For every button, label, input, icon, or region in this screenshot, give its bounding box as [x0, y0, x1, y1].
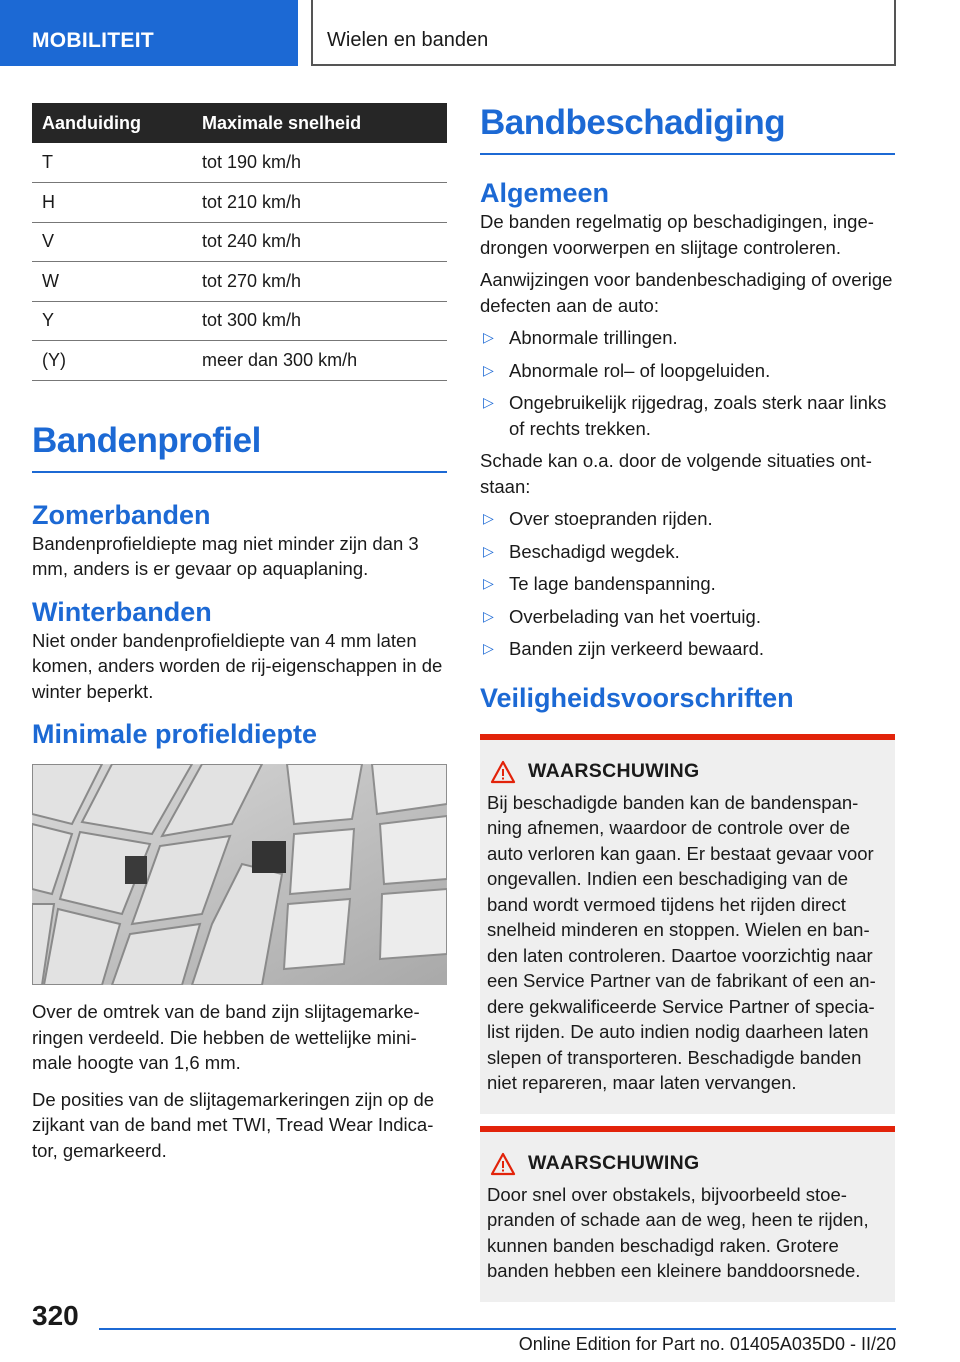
- table-cell: meer dan 300 km/h: [192, 341, 447, 381]
- table-cell: H: [32, 183, 192, 223]
- list-item: ▷ Over stoepranden rijden.: [480, 506, 895, 532]
- triangle-bullet-icon: ▷: [483, 510, 494, 526]
- triangle-bullet-icon: ▷: [483, 542, 494, 559]
- triangle-bullet-icon: ▷: [483, 329, 494, 345]
- table-row: [32, 341, 447, 381]
- left-column: [32, 103, 447, 1163]
- triangle-bullet-icon: ▷: [483, 607, 494, 624]
- page-header: [0, 0, 960, 66]
- heading-general: Algemeen: [480, 178, 610, 208]
- table-cell: tot 190 km/h: [192, 143, 447, 183]
- warning-title: WAARSCHUWING: [487, 760, 887, 784]
- table-cell: Y: [32, 301, 192, 341]
- warning-triangle-icon: [490, 1152, 516, 1176]
- tread-wear-indicator-image: [32, 764, 447, 985]
- page-number: 320: [32, 1300, 79, 1331]
- list-item: ▷ Te lage bandenspanning.: [480, 571, 895, 597]
- table-cell: tot 300 km/h: [192, 301, 447, 341]
- heading-tire-damage: Bandbeschadiging: [480, 103, 895, 155]
- warning-title: WAARSCHUWING: [487, 1152, 887, 1176]
- warning-triangle-icon: [490, 760, 516, 784]
- list-item: ▷ Ongebruikelijk rijgedrag, zoals sterk naar links of rechts trekken.: [483, 392, 887, 439]
- warning-text-1: Bij beschadigde banden kan de bandenspanning afnemen, waardoor de controle over de auto verloren kan gaan. Er bestaat gevaar voor ongevallen. Indien een beschadiging van de band wordt vermoed tijdens het rijden direct snelheid minderen en stoppen. Wielen en banden laten controleren. Daartoe voorzichtig naar een Service Partner van de fabrikant of een andere gekwalificeerde Service Partner of specialist rijden. De auto indien nodig daarheen laten slepen of transporteren. Beschadigde banden niet repareren, maar laten vervangen.: [487, 791, 876, 1093]
- min-tread-text-1: Over de omtrek van de band zijn slijtagemarkeringen verdeeld. Die hebben de wettelijke minimale hoogte van 1,6 mm.: [32, 1001, 420, 1073]
- warning-text-2: Door snel over obstakels, bijvoorbeeld stoepranden of schade aan de weg, heen te rijden, kunnen banden beschadigd raken. Grotere banden hebben een kleinere banddoorsnede.: [487, 1183, 869, 1281]
- table-cell: tot 210 km/h: [192, 183, 447, 223]
- triangle-bullet-icon: ▷: [483, 640, 494, 656]
- damage-causes-list: [480, 506, 895, 662]
- heading-safety: Veiligheidsvoorschriften: [480, 682, 794, 713]
- table-header-cell: Aanduiding: [32, 103, 192, 143]
- triangle-bullet-icon: ▷: [483, 394, 494, 410]
- section-tab: MOBILITEIT: [0, 0, 298, 66]
- table-row: [32, 301, 447, 341]
- footer-divider: [99, 1328, 896, 1330]
- damage-causes-intro: Schade kan o.a. door de volgende situaties ontstaan:: [480, 450, 872, 497]
- speed-index-table: [32, 103, 447, 381]
- min-tread-text-2: De posities van de slijtagemarkeringen zijn op de zijkant van de band met TWI, Tread Wear Indicator, gemarkeerd.: [32, 1088, 435, 1161]
- list-item: ▷ Abnormale trillingen.: [480, 325, 895, 351]
- table-cell: V: [32, 222, 192, 262]
- general-text-1: De banden regelmatig op beschadigingen, ingedrongen voorwerpen en slijtage controleren.: [480, 211, 874, 258]
- heading-tire-profile: Bandenprofiel: [32, 421, 447, 473]
- warning-box-2: [480, 1126, 895, 1302]
- edition-note: Online Edition for Part no. 01405A035D0 - II/20: [518, 1334, 896, 1354]
- table-header-row: [32, 103, 447, 143]
- table-cell: T: [32, 143, 192, 183]
- tire-tread-illustration: [32, 764, 447, 985]
- table-cell: tot 270 km/h: [192, 262, 447, 302]
- winter-tires-text: Niet onder bandenprofieldiepte van 4 mm laten komen, anders worden de rij-eigenschappen in de winter beperkt.: [32, 629, 443, 702]
- chapter-title: Wielen en banden: [311, 0, 896, 66]
- table-header-cell: Maximale snelheid: [192, 103, 447, 143]
- table-row: [32, 222, 447, 262]
- warning-box-1: [480, 734, 895, 1114]
- list-item: ▷ Banden zijn verkeerd bewaard.: [480, 636, 895, 662]
- heading-min-tread-depth: Minimale profieldiepte: [32, 719, 318, 749]
- table-row: [32, 183, 447, 223]
- triangle-bullet-icon: ▷: [483, 361, 494, 378]
- summer-tires-text: Bandenprofieldiepte mag niet minder zijn dan 3 mm, anders is er gevaar op aquaplaning.: [32, 532, 419, 579]
- list-item: ▷ Abnormale rol– of loopgeluiden.: [480, 358, 895, 384]
- table-cell: W: [32, 262, 192, 302]
- damage-signs-list: [480, 325, 895, 441]
- table-cell: tot 240 km/h: [192, 222, 447, 262]
- heading-summer-tires: Zomerbanden: [32, 499, 211, 530]
- list-item: ▷ Beschadigd wegdek.: [480, 539, 895, 565]
- right-column: [480, 103, 895, 1302]
- general-text-2: Aanwijzingen voor bandenbeschadiging of overige defecten aan de auto:: [480, 269, 893, 316]
- triangle-bullet-icon: ▷: [483, 575, 494, 591]
- heading-winter-tires: Winterbanden: [32, 596, 212, 627]
- table-cell: (Y): [32, 341, 192, 381]
- list-item: ▷ Overbelading van het voertuig.: [480, 604, 895, 630]
- table-row: [32, 143, 447, 183]
- table-row: [32, 262, 447, 302]
